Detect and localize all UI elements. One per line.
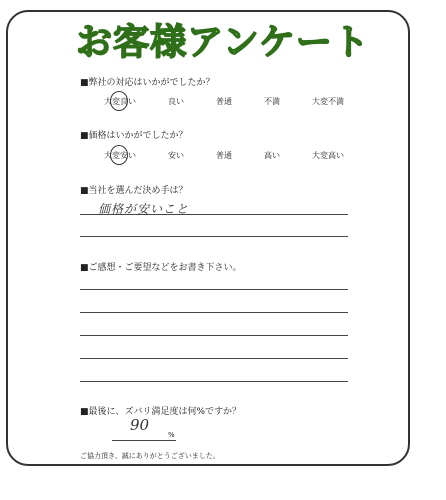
comment-line: [80, 289, 348, 290]
question-service: ■弊社の対応はいかがでしたか？: [80, 78, 215, 88]
price-option-very-cheap[interactable]: 大変安い: [104, 151, 136, 160]
service-option-good[interactable]: 良い: [168, 97, 184, 106]
deciding-factor-answer: 価格が安いこと: [98, 202, 190, 216]
service-option-very-unsatisfied[interactable]: 大変不満: [312, 97, 344, 106]
satisfaction-line: [112, 440, 176, 441]
price-option-normal[interactable]: 普通: [216, 151, 232, 160]
comment-line: [80, 358, 348, 359]
answer-line: [80, 214, 348, 215]
survey-title: お客様アンケート: [76, 22, 370, 63]
percent-unit: %: [168, 431, 175, 439]
price-option-cheap[interactable]: 安い: [168, 151, 184, 160]
question-satisfaction: ■最後に、ズバリ満足度は何%ですか？: [80, 407, 242, 417]
question-price: ■価格はいかがでしたか？: [80, 131, 188, 141]
question-comments: ■ご感想・ご要望などをお書き下さい。: [80, 263, 242, 273]
comment-line: [80, 312, 348, 313]
answer-line: [80, 236, 348, 237]
price-option-very-expensive[interactable]: 大変高い: [312, 151, 344, 160]
service-options: [104, 96, 344, 107]
price-options: [104, 150, 344, 161]
service-option-unsatisfied[interactable]: 不満: [264, 97, 280, 106]
satisfaction-value: 90: [130, 416, 150, 434]
service-option-normal[interactable]: 普通: [216, 97, 232, 106]
service-option-very-good[interactable]: 大変良い: [104, 97, 136, 106]
comment-line: [80, 381, 348, 382]
price-option-expensive[interactable]: 高い: [264, 151, 280, 160]
thank-you-note: ご協力頂き、誠にありがとうございました。: [80, 452, 220, 460]
question-deciding-factor: ■当社を選んだ決め手は？: [80, 186, 188, 196]
comment-line: [80, 335, 348, 336]
